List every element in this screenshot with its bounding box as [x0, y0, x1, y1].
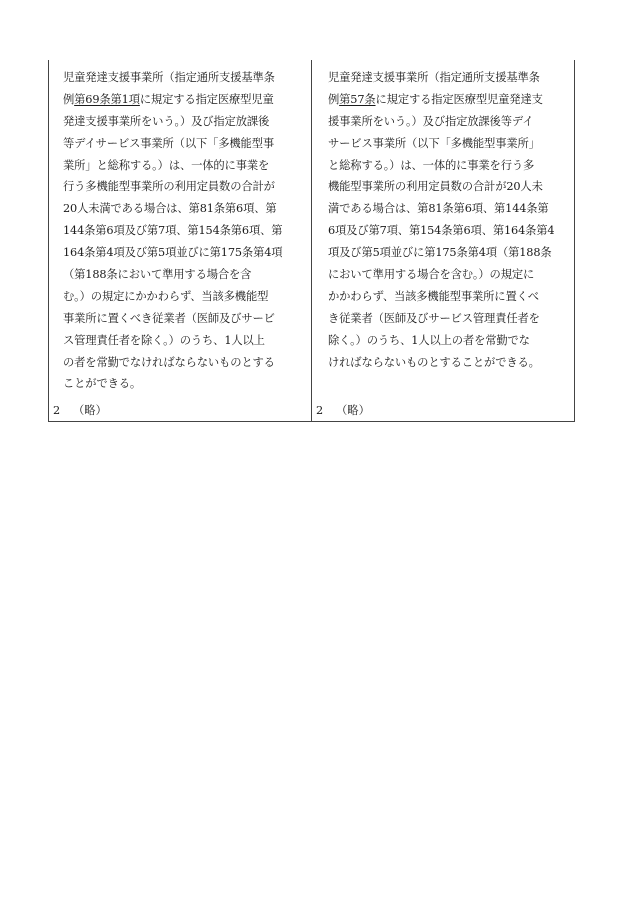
- line-segment: 児童発達支援事業所（指定通所支援基準条: [328, 71, 540, 84]
- line-segment: 行う多機能型事業所の利用定員数の合計が: [63, 180, 275, 194]
- text-line: [328, 67, 568, 89]
- line-segment: 援事業所をいう。）及び指定放課後等デイ: [328, 114, 534, 128]
- text-line: [63, 198, 307, 220]
- text-line: [328, 155, 568, 177]
- text-line: [63, 133, 307, 155]
- text-line: [328, 176, 568, 198]
- line-segment: と総称する。）は、一体的に事業を行う多: [328, 158, 535, 172]
- text-line: [63, 89, 307, 111]
- line-segment: サービス事業所（以下「多機能型事業所」: [328, 136, 540, 150]
- line-segment: に規定する指定医療型児童: [139, 92, 274, 106]
- text-line: [63, 220, 307, 242]
- line-segment: ければならないものとすることができる。: [328, 355, 540, 369]
- line-segment: 児童発達支援事業所（指定通所支援基準条: [63, 71, 275, 84]
- line-segment: 満である場合は、第81条第6項、第144条第: [328, 202, 549, 216]
- text-line: [328, 242, 568, 264]
- text-line: [63, 67, 307, 89]
- line-segment: の者を常勤でなければならないものとする: [63, 355, 275, 369]
- text-line: [328, 286, 568, 308]
- line-segment: 等デイサービス事業所（以下「多機能型事: [63, 136, 275, 150]
- line-segment: 6項及び第7項、第154条第6項、第164条第4: [328, 224, 555, 238]
- text-line: [328, 89, 568, 111]
- line-segment: に規定する指定医療型児童発達支: [375, 92, 543, 106]
- line-segment: （第188条において準用する場合を含: [63, 268, 252, 282]
- right-column-text: [328, 60, 568, 373]
- text-line: [63, 330, 307, 352]
- line-segment: ことができる。: [63, 377, 142, 391]
- paragraph-text: （略）: [73, 404, 107, 417]
- text-line: [328, 352, 568, 374]
- text-line: [63, 242, 307, 264]
- comparison-table: [48, 60, 575, 422]
- line-segment: 業所」と総称する。）は、一体的に事業を: [63, 158, 270, 172]
- line-segment: 144条第6項及び第7項、第154条第6項、第: [63, 224, 283, 238]
- left-column-text: [63, 60, 307, 395]
- text-line: [328, 308, 568, 330]
- paragraph-text: （略）: [336, 404, 370, 417]
- left-paragraph-2: [53, 402, 107, 420]
- line-segment: 20人未満である場合は、第81条第6項、第: [63, 202, 277, 216]
- paragraph-number: 2: [53, 404, 61, 417]
- line-segment: 例: [63, 92, 75, 106]
- text-line: [328, 330, 568, 352]
- line-segment: 項及び第5項並びに第175条第4項（第188条: [328, 246, 552, 260]
- text-line: [63, 286, 307, 308]
- line-segment: き従業者（医師及びサービス管理責任者を: [328, 311, 540, 325]
- text-line: [63, 373, 307, 395]
- text-line: [328, 220, 568, 242]
- paragraph-number: 2: [316, 404, 324, 417]
- line-segment: 発達支援事業所をいう。）及び指定放課後: [63, 114, 270, 128]
- line-segment: 例: [328, 92, 340, 106]
- text-line: [63, 176, 307, 198]
- line-segment: 機能型事業所の利用定員数の合計が20人未: [328, 180, 543, 194]
- line-segment: ス管理責任者を除く。）のうち、1人以上: [63, 333, 265, 347]
- line-segment: 除く。）のうち、1人以上の者を常勤でな: [328, 333, 530, 347]
- text-line: [63, 308, 307, 330]
- line-segment: において準用する場合を含む。）の規定に: [328, 268, 535, 282]
- underlined-reference: 第57条: [339, 92, 376, 106]
- line-segment: 事業所に置くべき従業者（医師及びサービ: [63, 311, 275, 325]
- column-divider: [311, 60, 312, 421]
- text-line: [328, 264, 568, 286]
- right-paragraph-2: [316, 402, 370, 420]
- line-segment: かかわらず、当該多機能型事業所に置くべ: [328, 289, 539, 303]
- text-line: [63, 264, 307, 286]
- text-line: [328, 133, 568, 155]
- line-segment: 164条第4項及び第5項並びに第175条第4項: [63, 246, 283, 260]
- text-line: [328, 111, 568, 133]
- text-line: [328, 198, 568, 220]
- text-line: [63, 155, 307, 177]
- line-segment: む。）の規定にかかわらず、当該多機能型: [63, 289, 269, 303]
- text-line: [63, 111, 307, 133]
- text-line: [63, 352, 307, 374]
- underlined-reference: 第69条第1項: [74, 92, 140, 106]
